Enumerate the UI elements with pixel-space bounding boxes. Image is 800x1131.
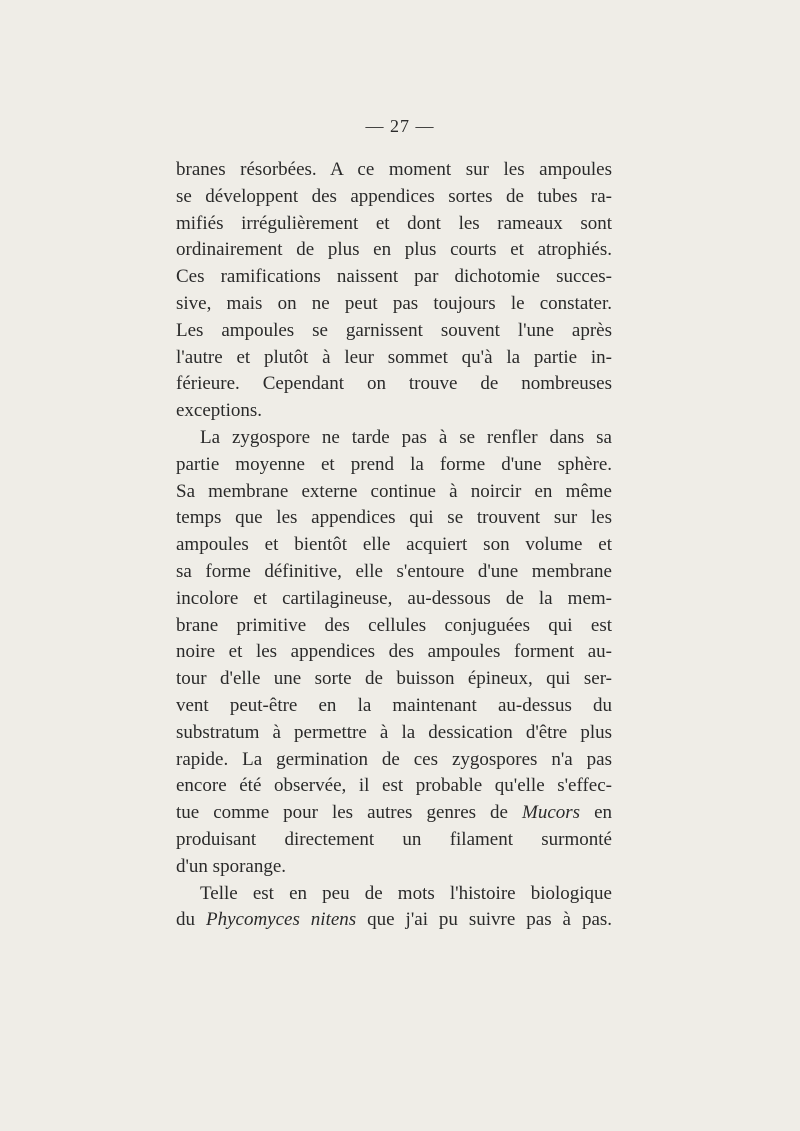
- italic-term: Phycomyces nitens: [205, 909, 357, 931]
- text-line: partie moyenne et prend la forme d'une sphère.: [176, 453, 612, 475]
- text-line: incolore et cartilagineuse, au-dessous de la mem-: [176, 587, 612, 609]
- text-line-mixed: [176, 907, 612, 934]
- text-line: ordinairement de plus en plus courts et atrophiés.: [176, 239, 612, 261]
- text-segment: que j'ai pu suivre pas à pas.: [367, 909, 612, 931]
- text-line: rapide. La germination de ces zygospores n'a pas: [176, 748, 612, 770]
- text-segment: tue comme pour les autres genres de: [176, 802, 508, 824]
- text-line: mifiés irrégulièrement et dont les rameaux sont: [176, 212, 612, 234]
- text-segment: en: [594, 802, 612, 824]
- text-line: produisant directement un filament surmonté: [176, 828, 612, 850]
- paragraph-1: [176, 157, 612, 425]
- text-line: exceptions.: [176, 400, 263, 422]
- text-line: se développent des appendices sortes de tubes ra-: [176, 185, 612, 207]
- paragraph-2: [176, 425, 612, 881]
- text-segment: du: [176, 909, 195, 931]
- paragraph-3: [176, 881, 612, 935]
- text-line: temps que les appendices qui se trouvent sur les: [176, 507, 612, 529]
- text-line: férieure. Cependant on trouve de nombreuses: [176, 373, 612, 395]
- text-line: vent peut-être en la maintenant au-dessus du: [176, 694, 612, 716]
- text-line: substratum à permettre à la dessication d'être plus: [176, 721, 612, 743]
- text-line: Ces ramifications naissent par dichotomie succes-: [176, 266, 612, 288]
- text-line-mixed: [176, 800, 612, 827]
- text-line: encore été observée, il est probable qu'elle s'effec-: [176, 775, 612, 797]
- text-line: tour d'elle une sorte de buisson épineux, qui ser-: [176, 668, 612, 690]
- italic-term: Mucors: [522, 802, 581, 824]
- text-line: sive, mais on ne peut pas toujours le constater.: [176, 292, 612, 314]
- text-line: Les ampoules se garnissent souvent l'une après: [176, 319, 612, 341]
- text-line: ampoules et bientôt elle acquiert son volume et: [176, 534, 612, 556]
- text-line: brane primitive des cellules conjuguées qui est: [176, 614, 612, 636]
- text-line: d'un sporange.: [176, 855, 287, 877]
- text-line: La zygospore ne tarde pas à se renfler dans sa: [200, 426, 612, 448]
- text-line: l'autre et plutôt à leur sommet qu'à la partie in-: [176, 346, 612, 368]
- body-text: [176, 157, 612, 934]
- text-line: branes résorbées. A ce moment sur les ampoules: [176, 159, 612, 180]
- text-line: Telle est en peu de mots l'histoire biologique: [200, 882, 612, 904]
- page-number: — 27 —: [365, 116, 435, 136]
- text-line: Sa membrane externe continue à noircir en même: [176, 480, 612, 502]
- text-line: sa forme définitive, elle s'entoure d'une membrane: [176, 560, 612, 582]
- text-line: noire et les appendices des ampoules forment au-: [176, 641, 612, 663]
